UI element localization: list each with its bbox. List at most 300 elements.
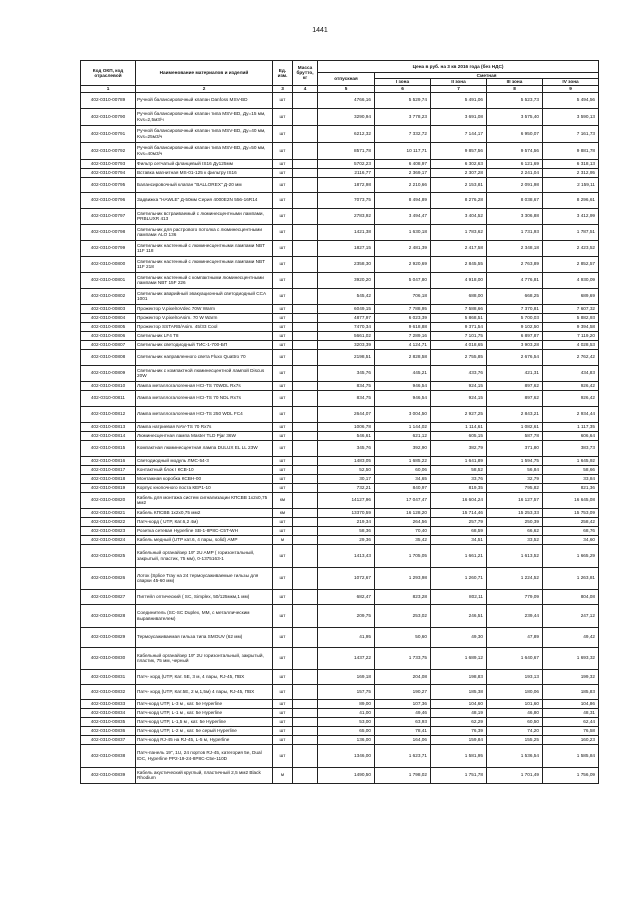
zone-1-price: 7 289,16 [375, 331, 431, 340]
zone-1-price: 621,12 [375, 431, 431, 440]
item-unit: шт [273, 669, 293, 684]
zone-2-price: 5 491,06 [431, 92, 487, 108]
item-name: Прожектор SSTARB/Asim. 45/33 Cool [136, 322, 273, 331]
zone-1-price: 7 332,72 [375, 125, 431, 142]
item-code: 402-0310-00815 [81, 440, 136, 456]
item-mass [293, 465, 318, 474]
item-name: Кабельный органайзер 19" 2U горизонтальный, закрытый, пластик, 75 мм, черный [136, 647, 273, 669]
table-row [81, 208, 599, 224]
table-row [81, 381, 599, 390]
item-unit: шт [273, 340, 293, 349]
table-row [81, 390, 599, 406]
release-price: 1413,43 [318, 544, 375, 567]
item-mass [293, 699, 318, 708]
item-code: 402-0310-00807 [81, 340, 136, 349]
item-unit: шт [273, 604, 293, 627]
zone-3-price: 56,84 [487, 465, 543, 474]
zone-3-price: 15 253,33 [487, 508, 543, 517]
zone-2-price: 9 857,56 [431, 142, 487, 159]
item-mass [293, 474, 318, 483]
item-unit: шт [273, 256, 293, 272]
zone-4-price: 34,60 [543, 535, 599, 544]
column-index: 4 [293, 85, 318, 92]
release-price: 2116,77 [318, 168, 375, 177]
release-price: 1437,22 [318, 647, 375, 669]
zone-3-price: 1 731,93 [487, 224, 543, 240]
zone-2-price: 6 302,63 [431, 159, 487, 168]
zone-1-price: 204,08 [375, 669, 431, 684]
zone-1-price: 2 210,66 [375, 177, 431, 192]
table-row [81, 272, 599, 288]
item-name: Патч-корд UTP, L-3 м , кат. 5е Hyperline [136, 699, 273, 708]
zone-4-price: 48,31 [543, 708, 599, 717]
item-name: Патч-корд UTP, L-1,5 м , кат. 5е Hyperline [136, 717, 273, 726]
release-price: 3203,39 [318, 340, 375, 349]
item-code: 402-0310-00796 [81, 192, 136, 208]
item-mass [293, 272, 318, 288]
item-unit: шт [273, 422, 293, 431]
zone-1-price: 2 920,69 [375, 256, 431, 272]
zone-3-price: 33,52 [487, 535, 543, 544]
release-price: 52,50 [318, 465, 375, 474]
item-unit: шт [273, 313, 293, 322]
release-price: 732,21 [318, 483, 375, 492]
header-zone-3: III зона [487, 79, 543, 85]
item-code: 402-0310-00833 [81, 699, 136, 708]
item-name: Лампа металлогалогенная HCI-TS 250 WDL FC4 [136, 406, 273, 422]
item-unit: км [273, 508, 293, 517]
item-mass [293, 544, 318, 567]
zone-4-price: 49,42 [543, 627, 599, 647]
zone-2-price: 1 114,61 [431, 422, 487, 431]
item-code: 402-0310-00789 [81, 92, 136, 108]
release-price: 6049,15 [318, 304, 375, 313]
release-price: 545,42 [318, 288, 375, 304]
item-name: Монтажная коробка КСВН-00 [136, 474, 273, 483]
release-price: 4877,97 [318, 313, 375, 322]
item-mass [293, 256, 318, 272]
zone-4-price: 2 312,95 [543, 168, 599, 177]
item-mass [293, 159, 318, 168]
release-price: 6212,32 [318, 125, 375, 142]
item-mass [293, 767, 318, 783]
zone-3-price: 371,80 [487, 440, 543, 456]
zone-1-price: 3 778,23 [375, 108, 431, 125]
item-name: Кабель для монтажа систем сигнализации КПСВВ 1х2х0,75 мм2 [136, 492, 273, 508]
zone-3-price: 47,89 [487, 627, 543, 647]
zone-2-price: 7 101,75 [431, 331, 487, 340]
item-code: 402-0310-00802 [81, 288, 136, 304]
item-mass [293, 192, 318, 208]
zone-3-price: 2 843,21 [487, 406, 543, 422]
release-price: 4766,16 [318, 92, 375, 108]
item-name: Ручной балансировочный клапан типа MSV-BD, Ду=50 мм, Kvs=40м3/ч [136, 142, 273, 159]
item-mass [293, 125, 318, 142]
release-price: 345,76 [318, 440, 375, 456]
release-price: 5661,02 [318, 331, 375, 340]
item-mass [293, 224, 318, 240]
zone-1-price: 706,18 [375, 288, 431, 304]
item-code: 402-0310-00800 [81, 256, 136, 272]
item-unit: шт [273, 142, 293, 159]
item-code: 402-0310-00838 [81, 744, 136, 767]
zone-4-price: 160,23 [543, 735, 599, 744]
table-row [81, 365, 599, 381]
zone-4-price: 76,58 [543, 726, 599, 735]
zone-4-price: 62,44 [543, 717, 599, 726]
zone-3-price: 3 903,28 [487, 340, 543, 349]
table-row [81, 92, 599, 108]
zone-3-price: 66,62 [487, 526, 543, 535]
zone-4-price: 1 117,35 [543, 422, 599, 431]
table-row [81, 406, 599, 422]
item-mass [293, 431, 318, 440]
release-price: 2783,92 [318, 208, 375, 224]
item-mass [293, 208, 318, 224]
table-row [81, 177, 599, 192]
zone-3-price: 6 121,69 [487, 159, 543, 168]
item-unit: шт [273, 406, 293, 422]
zone-2-price: 1 581,95 [431, 744, 487, 767]
zone-3-price: 155,25 [487, 735, 543, 744]
item-name: Ручной балансировочный клапан Danfoss MSV-BD [136, 92, 273, 108]
item-unit: шт [273, 322, 293, 331]
item-name: Кабель акустический круглый, пластичный 2,5 мм2 Black Rhodium [136, 767, 273, 783]
release-price: 546,61 [318, 431, 375, 440]
item-mass [293, 604, 318, 627]
zone-3-price: 3 575,40 [487, 108, 543, 125]
zone-4-price: 5 882,93 [543, 313, 599, 322]
item-mass [293, 647, 318, 669]
item-name: Лампа металлогалогенная HCI-TS 70 NDL Rx7s [136, 390, 273, 406]
item-unit: шт [273, 474, 293, 483]
column-index: 6 [375, 85, 431, 92]
zone-1-price: 946,54 [375, 381, 431, 390]
zone-4-price: 926,42 [543, 381, 599, 390]
zone-2-price: 1 260,71 [431, 567, 487, 589]
zone-1-price: 3 004,50 [375, 406, 431, 422]
zone-3-price: 193,13 [487, 669, 543, 684]
zone-4-price: 1 263,81 [543, 567, 599, 589]
item-name: Светильник направленного света Fluxx Quattro 70 [136, 349, 273, 365]
zone-1-price: 49,46 [375, 708, 431, 717]
table-row [81, 224, 599, 240]
zone-1-price: 6 408,97 [375, 159, 431, 168]
item-name: Патч-корд UTP, L-1 м , кат. 5е Hyperline [136, 708, 273, 717]
item-mass [293, 627, 318, 647]
zone-4-price: 8 296,61 [543, 192, 599, 208]
item-code: 402-0310-00831 [81, 669, 136, 684]
item-mass [293, 440, 318, 456]
item-mass [293, 365, 318, 381]
table-row [81, 647, 599, 669]
release-price: 136,00 [318, 735, 375, 744]
item-mass [293, 517, 318, 526]
item-code: 402-0310-00825 [81, 544, 136, 567]
zone-3-price: 2 241,04 [487, 168, 543, 177]
item-name: Светильник аварийный эвакуационный светодиодный CCA 1001 [136, 288, 273, 304]
zone-4-price: 1 756,09 [543, 767, 599, 783]
zone-3-price: 587,78 [487, 431, 543, 440]
table-row [81, 535, 599, 544]
table-row [81, 340, 599, 349]
zone-3-price: 1 640,67 [487, 647, 543, 669]
item-name: Кабель КПСВВ 1х2х0,75 мм2 [136, 508, 273, 517]
zone-2-price: 5 868,51 [431, 313, 487, 322]
zone-3-price: 239,44 [487, 604, 543, 627]
zone-4-price: 3 412,99 [543, 208, 599, 224]
table-row [81, 767, 599, 783]
release-price: 682,47 [318, 589, 375, 604]
item-name: Контактный блок I КСВ-10 [136, 465, 273, 474]
column-index: 8 [487, 85, 543, 92]
zone-1-price: 1 623,71 [375, 744, 431, 767]
zone-1-price: 7 788,95 [375, 304, 431, 313]
zone-1-price: 4 124,71 [375, 340, 431, 349]
item-name: Светильник LF4 T8 [136, 331, 273, 340]
table-row [81, 474, 599, 483]
item-code: 402-0310-00823 [81, 526, 136, 535]
zone-2-price: 246,51 [431, 604, 487, 627]
item-name: Корпус кнопочного поста КЕР1-10 [136, 483, 273, 492]
zone-1-price: 253,02 [375, 604, 431, 627]
price-table [80, 60, 599, 784]
item-code: 402-0310-00808 [81, 349, 136, 365]
zone-1-price: 190,27 [375, 684, 431, 699]
item-name: Патч-корд ( UTP, Кат.6,2 4м) [136, 517, 273, 526]
zone-1-price: 1 293,98 [375, 567, 431, 589]
item-unit: шт [273, 735, 293, 744]
item-mass [293, 288, 318, 304]
zone-3-price: 16 127,57 [487, 492, 543, 508]
item-name: Светильник настенный с люминесцентными лампами NBT 11F 118 [136, 240, 273, 256]
zone-2-price: 1 661,21 [431, 544, 487, 567]
zone-4-price: 104,86 [543, 699, 599, 708]
item-name: Балансировочный клапан "BALLOREX" Д-20 мм [136, 177, 273, 192]
table-row [81, 669, 599, 684]
item-unit: шт [273, 168, 293, 177]
item-unit: шт [273, 483, 293, 492]
release-price: 2644,07 [318, 406, 375, 422]
zone-3-price: 7 370,81 [487, 304, 543, 313]
item-code: 402-0310-00806 [81, 331, 136, 340]
zone-2-price: 2 153,81 [431, 177, 487, 192]
zone-2-price: 7 588,66 [431, 304, 487, 313]
item-name: Светильник настенный с люминесцентными лампами NBT 11F 218 [136, 256, 273, 272]
item-mass [293, 483, 318, 492]
header-zone-1: I зона [375, 79, 431, 85]
item-name: Светильник светодиодный ТИС-1-700-БП [136, 340, 273, 349]
zone-2-price: 185,38 [431, 684, 487, 699]
item-mass [293, 304, 318, 313]
zone-2-price: 62,29 [431, 717, 487, 726]
release-price: 7073,75 [318, 192, 375, 208]
zone-2-price: 802,11 [431, 589, 487, 604]
item-name: Патч-панель 19", 1U, 24 портов RJ-45, категория 5e, Dual IDC, Hyperline PP2-19-24-8P8C-C5e-110D [136, 744, 273, 767]
item-code: 402-0310-00792 [81, 142, 136, 159]
item-unit: шт [273, 726, 293, 735]
zone-1-price: 2 481,39 [375, 240, 431, 256]
item-mass [293, 322, 318, 331]
item-mass [293, 390, 318, 406]
item-unit: шт [273, 349, 293, 365]
zone-1-price: 1 798,02 [375, 767, 431, 783]
zone-4-price: 9 881,78 [543, 142, 599, 159]
zone-1-price: 3 494,47 [375, 208, 431, 224]
zone-2-price: 4 918,00 [431, 272, 487, 288]
table-row [81, 431, 599, 440]
column-index: 7 [431, 85, 487, 92]
item-name: Термоусаживаемая гильза типа SMOUV (62 мм) [136, 627, 273, 647]
header-name: Наименование материалов и изделий [136, 61, 273, 86]
item-unit: шт [273, 108, 293, 125]
zone-1-price: 1 144,02 [375, 422, 431, 431]
item-code: 402-0310-00791 [81, 125, 136, 142]
item-unit: шт [273, 159, 293, 168]
item-unit: шт [273, 684, 293, 699]
zone-4-price: 1 693,32 [543, 647, 599, 669]
zone-4-price: 2 762,42 [543, 349, 599, 365]
release-price: 53,00 [318, 717, 375, 726]
zone-2-price: 8 276,28 [431, 192, 487, 208]
zone-4-price: 4 028,53 [543, 340, 599, 349]
zone-3-price: 74,20 [487, 726, 543, 735]
zone-3-price: 2 091,98 [487, 177, 543, 192]
item-name: Кабельный органайзер 19" 2U AMP ( горизонтальный, закрытый, пластик, 75 мм), 0-1375163-1 [136, 544, 273, 567]
zone-4-price: 383,73 [543, 440, 599, 456]
zone-3-price: 1 224,52 [487, 567, 543, 589]
zone-2-price: 198,83 [431, 669, 487, 684]
zone-1-price: 6 023,39 [375, 313, 431, 322]
header-release-price: отпускная [318, 73, 375, 86]
zone-3-price: 8 038,67 [487, 192, 543, 208]
zone-2-price: 605,15 [431, 431, 487, 440]
table-row [81, 256, 599, 272]
zone-3-price: 3 306,88 [487, 208, 543, 224]
item-name: Патч- корд (UTP, Кат.5Е, 2 м,1,5м) 4 пары, RJ-45, ПВХ [136, 684, 273, 699]
item-mass [293, 526, 318, 535]
item-code: 402-0310-00824 [81, 535, 136, 544]
item-name: Задвижка "HAWLE" Д-50мм Серия 4000E2N 556-16R14 [136, 192, 273, 208]
zone-3-price: 795,82 [487, 483, 543, 492]
zone-2-price: 34,51 [431, 535, 487, 544]
item-name: Патч- корд (UTP, Кат. 5Е, 3 м, 4 пары, RJ-45, ПВХ [136, 669, 273, 684]
zone-4-price: 6 318,13 [543, 159, 599, 168]
zone-4-price: 821,36 [543, 483, 599, 492]
zone-3-price: 9 574,56 [487, 142, 543, 159]
zone-4-price: 7 607,32 [543, 304, 599, 313]
release-price: 29,36 [318, 535, 375, 544]
item-code: 402-0310-00793 [81, 159, 136, 168]
release-price: 1006,78 [318, 422, 375, 431]
release-price: 5702,23 [318, 159, 375, 168]
zone-1-price: 823,28 [375, 589, 431, 604]
zone-4-price: 2 852,57 [543, 256, 599, 272]
table-row [81, 684, 599, 699]
release-price: 219,34 [318, 517, 375, 526]
item-code: 402-0310-00819 [81, 483, 136, 492]
release-price: 41,00 [318, 708, 375, 717]
item-unit: шт [273, 125, 293, 142]
item-code: 402-0310-00805 [81, 322, 136, 331]
zone-1-price: 107,36 [375, 699, 431, 708]
zone-2-price: 159,84 [431, 735, 487, 744]
item-code: 402-0310-00822 [81, 517, 136, 526]
item-unit: шт [273, 567, 293, 589]
release-price: 157,75 [318, 684, 375, 699]
zone-1-price: 16 128,20 [375, 508, 431, 517]
zone-2-price: 49,30 [431, 627, 487, 647]
zone-2-price: 2 755,85 [431, 349, 487, 365]
zone-1-price: 1 685,22 [375, 456, 431, 465]
item-unit: шт [273, 92, 293, 108]
page-number: 1441 [312, 27, 328, 34]
item-code: 402-0310-00820 [81, 492, 136, 508]
zone-2-price: 1 641,89 [431, 456, 487, 465]
zone-3-price: 2 348,18 [487, 240, 543, 256]
zone-3-price: 668,25 [487, 288, 543, 304]
zone-2-price: 9 371,54 [431, 322, 487, 331]
zone-1-price: 78,41 [375, 726, 431, 735]
zone-3-price: 5 700,03 [487, 313, 543, 322]
item-mass [293, 177, 318, 192]
item-code: 402-0310-00818 [81, 474, 136, 483]
item-name: Патч-корд UTP, L-2 м , кат. 5е серый Hyperline [136, 726, 273, 735]
zone-4-price: 606,64 [543, 431, 599, 440]
zone-4-price: 2 159,11 [543, 177, 599, 192]
item-code: 402-0310-00834 [81, 708, 136, 717]
zone-1-price: 392,90 [375, 440, 431, 456]
zone-1-price: 9 618,88 [375, 322, 431, 331]
release-price: 41,95 [318, 627, 375, 647]
item-name: Светильник настенный с компактными люминесцентными лампами NBT 15F 226 [136, 272, 273, 288]
item-mass [293, 142, 318, 159]
zone-3-price: 1 701,49 [487, 767, 543, 783]
item-unit: шт [273, 440, 293, 456]
item-name: Фильтр сетчатый фланцевый IS16 Ду125мм [136, 159, 273, 168]
zone-2-price: 16 604,24 [431, 492, 487, 508]
zone-1-price: 946,54 [375, 390, 431, 406]
zone-2-price: 2 307,28 [431, 168, 487, 177]
zone-3-price: 6 950,07 [487, 125, 543, 142]
zone-4-price: 1 585,84 [543, 744, 599, 767]
release-price: 1072,67 [318, 567, 375, 589]
item-unit: шт [273, 717, 293, 726]
table-row [81, 304, 599, 313]
release-price: 1872,98 [318, 177, 375, 192]
item-mass [293, 340, 318, 349]
table-row [81, 726, 599, 735]
zone-3-price: 250,39 [487, 517, 543, 526]
item-mass [293, 331, 318, 340]
zone-1-price: 34,65 [375, 474, 431, 483]
table-row [81, 517, 599, 526]
item-unit: шт [273, 699, 293, 708]
header-zone-4: IV зона [543, 79, 599, 85]
zone-2-price: 1 689,12 [431, 647, 487, 669]
item-unit: шт [273, 589, 293, 604]
zone-1-price: 5 529,74 [375, 92, 431, 108]
item-code: 402-0310-00814 [81, 431, 136, 440]
table-row [81, 708, 599, 717]
zone-1-price: 17 047,47 [375, 492, 431, 508]
zone-3-price: 9 102,50 [487, 322, 543, 331]
item-mass [293, 422, 318, 431]
table-row [81, 567, 599, 589]
zone-3-price: 779,09 [487, 589, 543, 604]
zone-2-price: 2 927,25 [431, 406, 487, 422]
header-mass: Масса брутто, кг [293, 61, 318, 86]
